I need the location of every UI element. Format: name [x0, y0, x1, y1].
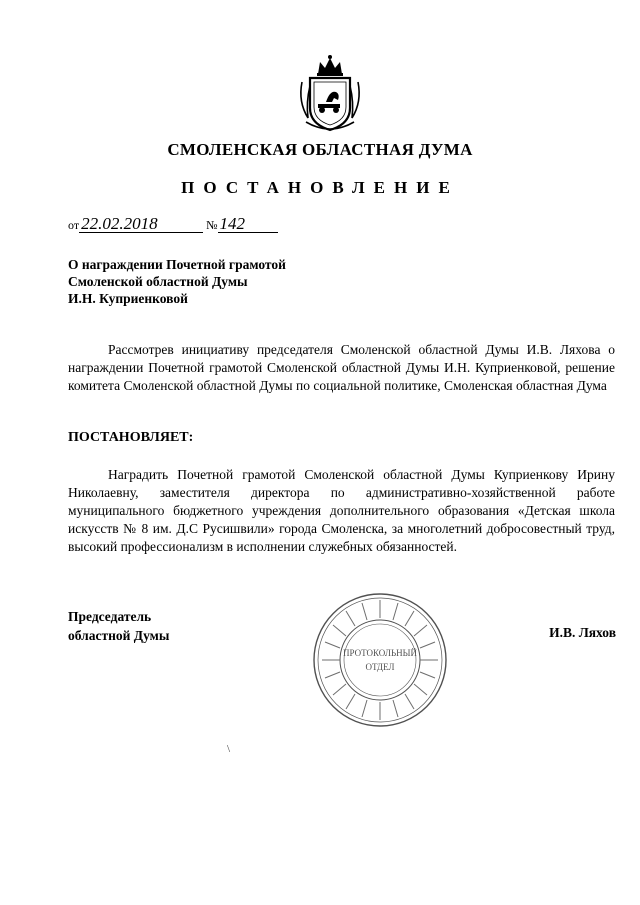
signatory-title — [68, 607, 169, 645]
signatory-name: И.В. Ляхов — [549, 625, 616, 640]
document-date: 22.02.2018 — [79, 216, 203, 233]
scan-mark-icon: \ — [227, 743, 231, 755]
official-stamp-icon — [310, 590, 450, 730]
subject-line: И.Н. Куприенковой — [68, 291, 188, 306]
preamble-paragraph: Рассмотрев инициативу председателя Смоленской областной Думы И.В. Ляхова о награждении Почетной грамотой Смоленской областной Думы И.Н. Куприенковой, решение комитета Смоленской областной Думы по социальной политике, Смоленская областная Дума — [68, 342, 615, 393]
resolution-paragraph: Наградить Почетной грамотой Смоленской областной Думы Куприенкову Ирину Николаевну, заместителя директора по административно-хозяйственной работе муниципального бюджетного учреждения дополнительного образования «Детская школа искусств № 8 им. Д.С Русишвили» города Смоленска, за многолетний добросовестный труд, высокий профессионализм в исполнении служебных обязанностей. — [68, 467, 615, 554]
resolves-heading: ПОСТАНОВЛЯЕТ: — [68, 430, 194, 445]
organization-name: СМОЛЕНСКАЯ ОБЛАСТНАЯ ДУМА — [167, 140, 473, 159]
signatory-title-line: Председатель — [68, 609, 152, 624]
date-prefix: от — [68, 218, 80, 232]
document-subject — [68, 256, 286, 307]
date-number-line — [68, 216, 278, 233]
number-prefix: № — [206, 218, 218, 232]
document-type: ПОСТАНОВЛЕНИЕ — [181, 178, 459, 197]
signatory-title-line: областной Думы — [68, 628, 170, 643]
document-number: 142 — [218, 216, 278, 233]
stamp-text-line: ПРОТОКОЛЬНЫЙ — [343, 648, 417, 658]
subject-line: О награждении Почетной грамотой — [68, 257, 286, 272]
coat-of-arms-icon — [296, 52, 364, 134]
subject-line: Смоленской областной Думы — [68, 274, 248, 289]
stamp-text-line: ОТДЕЛ — [365, 662, 395, 672]
